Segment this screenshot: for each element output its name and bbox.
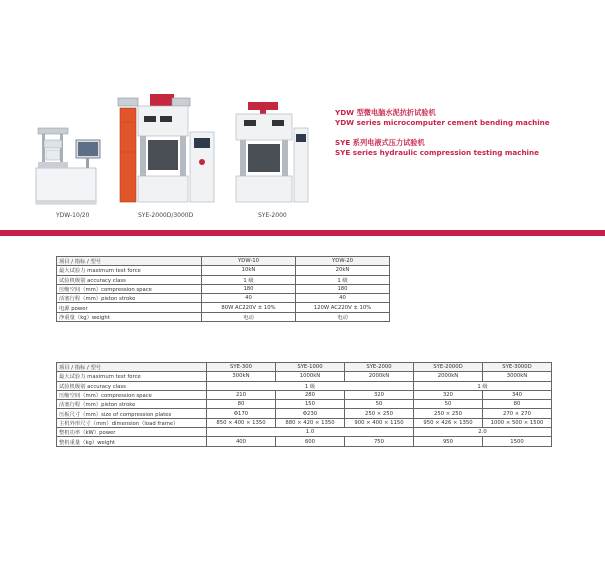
row-label: 压板尺寸（mm）size of compression plates: [57, 409, 207, 418]
table-row: [57, 409, 552, 418]
table-cell: 1 级: [207, 381, 414, 390]
sye-spec-table: [56, 362, 552, 447]
table-cell: 2000kN: [345, 372, 414, 381]
header-cell: SYE-2000: [345, 363, 414, 372]
ydw-heading-en: YDW series microcomputer cement bending machine: [335, 118, 550, 127]
table-cell: 电动: [296, 312, 390, 321]
row-label: 净重量（kg）weight: [57, 312, 202, 321]
table-row: [57, 303, 390, 312]
table-cell: 150: [276, 400, 345, 409]
table-row: [57, 266, 390, 275]
table-cell: 250 × 250: [414, 409, 483, 418]
sye-2000d-3000d-machine-caption: SYE-2000D/3000D: [138, 212, 194, 219]
table-cell: 80W AC220V ± 10%: [202, 303, 296, 312]
ydw-spec-table: [56, 256, 390, 322]
row-label: 试验机级别 accuracy class: [57, 275, 202, 284]
table-header-row: [57, 363, 552, 372]
header-cell: SYE-300: [207, 363, 276, 372]
table-cell: 80: [483, 400, 552, 409]
table-cell: 1500: [483, 437, 552, 446]
table-cell: 210: [207, 390, 276, 399]
row-label: 主机外形尺寸（mm）dimension（load frame）: [57, 418, 207, 427]
table-cell: 300kN: [207, 372, 276, 381]
table-cell: 50: [345, 400, 414, 409]
row-label: 压缩空间（mm）compression space: [57, 390, 207, 399]
header-cell: SYE-2000D: [414, 363, 483, 372]
table-row: [57, 294, 390, 303]
sye-heading-cn: SYE 系列电液式压力试验机: [335, 138, 425, 147]
table-cell: 20kN: [296, 266, 390, 275]
table-cell: 180: [296, 284, 390, 293]
ydw-machine-caption: YDW-10/20: [56, 212, 90, 219]
table-row: [57, 275, 390, 284]
table-cell: 2000kN: [414, 372, 483, 381]
product-headings: [335, 108, 550, 158]
table-cell: 750: [345, 437, 414, 446]
table-cell: 50: [414, 400, 483, 409]
table-cell: 900 × 400 × 1150: [345, 418, 414, 427]
table-cell: 2.0: [414, 428, 552, 437]
table-cell: 320: [345, 390, 414, 399]
table-row: [57, 312, 390, 321]
table-cell: 340: [483, 390, 552, 399]
row-label: 电源 power: [57, 303, 202, 312]
table-row: [57, 381, 552, 390]
table-cell: 1.0: [207, 428, 414, 437]
header-cell: YDW-20: [296, 257, 390, 266]
table-row: [57, 418, 552, 427]
table-cell: 250 × 250: [345, 409, 414, 418]
sye-2000d-3000d-machine-image: [110, 92, 220, 204]
table-cell: 1000 × 500 × 1500: [483, 418, 552, 427]
table-cell: 880 × 420 × 1350: [276, 418, 345, 427]
header-cell: SYE-1000: [276, 363, 345, 372]
table-row: [57, 372, 552, 381]
sye-2000-machine-caption: SYE-2000: [258, 212, 287, 219]
row-label: 压缩空间（mm）compression space: [57, 284, 202, 293]
row-label: 试验机级别 accuracy class: [57, 381, 207, 390]
table-cell: 40: [296, 294, 390, 303]
table-cell: 950 × 426 × 1350: [414, 418, 483, 427]
table-cell: Φ230: [276, 409, 345, 418]
table-row: [57, 390, 552, 399]
row-label: 整机重量（kg）weight: [57, 437, 207, 446]
table-cell: Φ170: [207, 409, 276, 418]
table-row: [57, 437, 552, 446]
row-label: 活塞行程（mm）piston stroke: [57, 400, 207, 409]
table-cell: 280: [276, 390, 345, 399]
table-cell: 320: [414, 390, 483, 399]
table-cell: 850 × 400 × 1350: [207, 418, 276, 427]
header-cell: SYE-3000D: [483, 363, 552, 372]
table-cell: 600: [276, 437, 345, 446]
table-cell: 3000kN: [483, 372, 552, 381]
table-cell: 40: [202, 294, 296, 303]
table-cell: 270 × 270: [483, 409, 552, 418]
table-cell: 1 级: [414, 381, 552, 390]
row-label: 最大试验力 maximum test force: [57, 372, 207, 381]
table-header-row: [57, 257, 390, 266]
ydw-heading-cn: YDW 型微电脑水泥抗折试验机: [335, 108, 436, 117]
table-cell: 180: [202, 284, 296, 293]
table-row: [57, 400, 552, 409]
ydw-machine-image: [32, 118, 104, 206]
sye-heading-en: SYE series hydraulic compression testing machine: [335, 148, 540, 157]
table-cell: 1000kN: [276, 372, 345, 381]
table-row: [57, 284, 390, 293]
table-cell: 电动: [202, 312, 296, 321]
table-cell: 950: [414, 437, 483, 446]
accent-divider: [0, 230, 605, 236]
row-label: 最大试验力 maximum test force: [57, 266, 202, 275]
table-cell: 80: [207, 400, 276, 409]
row-label: 整机功率（kW）power: [57, 428, 207, 437]
table-cell: 120W AC220V ± 10%: [296, 303, 390, 312]
sye-2000-machine-image: [228, 100, 310, 204]
row-label: 活塞行程（mm）piston stroke: [57, 294, 202, 303]
header-cell: 项目 / 指标 / 型号: [57, 257, 202, 266]
table-cell: 1 级: [202, 275, 296, 284]
header-cell: YDW-10: [202, 257, 296, 266]
header-cell: 项目 / 指标 / 型号: [57, 363, 207, 372]
table-row: [57, 428, 552, 437]
table-cell: 1 级: [296, 275, 390, 284]
table-cell: 10kN: [202, 266, 296, 275]
table-cell: 400: [207, 437, 276, 446]
